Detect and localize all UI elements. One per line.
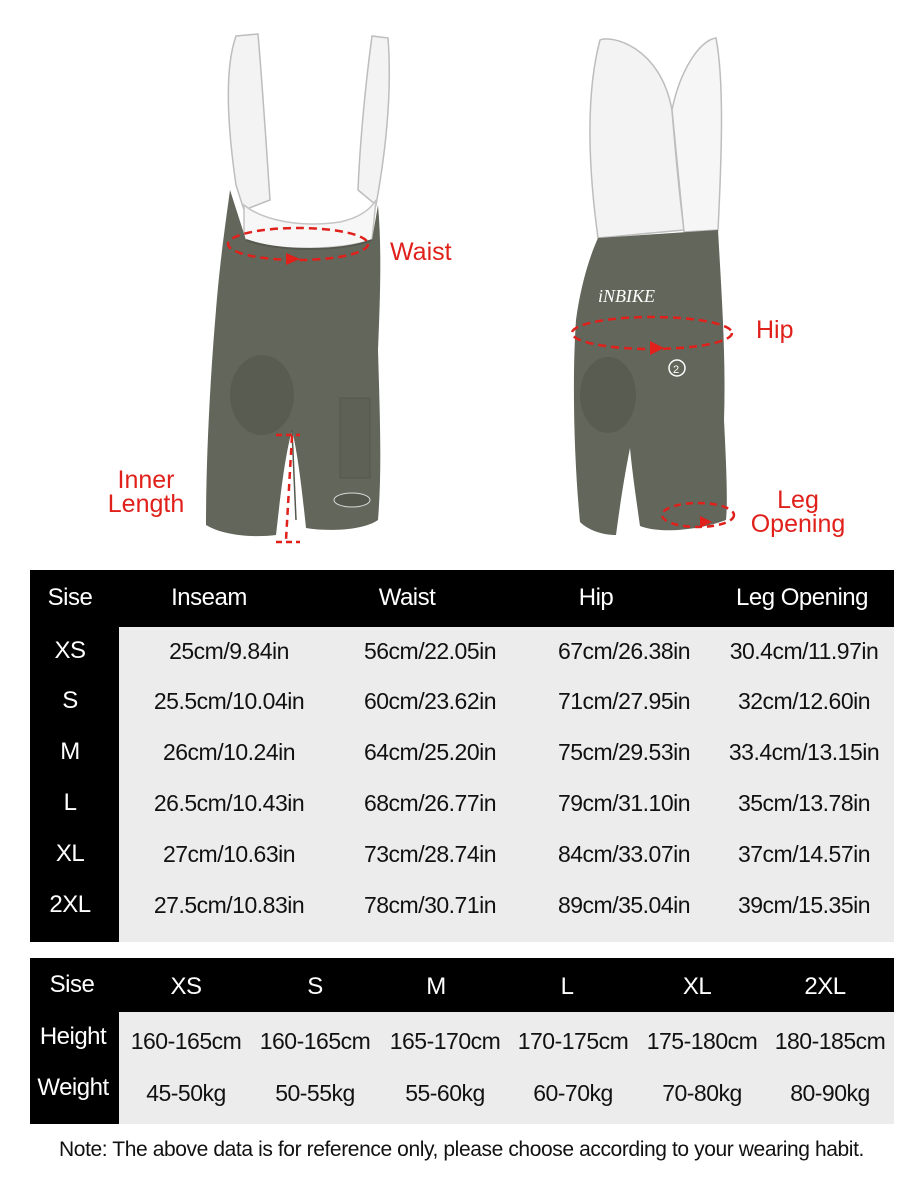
size-s-header: S xyxy=(307,973,323,1000)
svg-text:2: 2 xyxy=(673,364,680,376)
brand-logo: iNBIKE xyxy=(598,286,655,306)
table-row-size: M xyxy=(60,738,80,765)
waist-header: Waist xyxy=(378,583,436,611)
table-cell: 37cm/14.57in xyxy=(737,840,871,867)
table-cell: 64cm/25.20in xyxy=(363,738,497,765)
inner-length-line2: Length xyxy=(107,490,185,518)
waist-label: Waist xyxy=(390,238,452,266)
table-cell: 78cm/30.71in xyxy=(363,891,497,918)
size-m-header: M xyxy=(426,973,446,1000)
size-header: Sise xyxy=(49,971,95,998)
size-xs-header: XS xyxy=(170,973,202,1000)
weight-label: Weight xyxy=(37,1074,109,1101)
table-cell: 45-50kg xyxy=(146,1079,226,1106)
table-cell: 71cm/27.95in xyxy=(557,687,691,714)
front-bib-shorts xyxy=(206,34,389,542)
hip-header: Hip xyxy=(578,583,614,611)
leg-opening-label xyxy=(748,488,848,536)
table-cell: 70-80kg xyxy=(662,1079,742,1106)
back-bib-shorts xyxy=(572,38,734,535)
table-cell: 55-60kg xyxy=(405,1079,485,1106)
table-row-size: 2XL xyxy=(49,891,91,918)
table-cell: 39cm/15.35in xyxy=(737,891,871,918)
leg-opening-header: Leg Opening xyxy=(736,583,868,611)
hip-label: Hip xyxy=(756,316,794,344)
table-cell: 60-70kg xyxy=(533,1079,613,1106)
table-cell: 80-90kg xyxy=(790,1079,870,1106)
table-cell: 27cm/10.63in xyxy=(162,840,296,867)
size-2xl-header: 2XL xyxy=(804,973,846,1000)
table-cell: 25cm/9.84in xyxy=(169,637,289,664)
table-cell: 26cm/10.24in xyxy=(162,738,296,765)
size-measurement-table xyxy=(30,570,894,942)
table-cell: 160-165cm xyxy=(259,1027,371,1054)
inner-length-line1: Inner xyxy=(117,466,175,494)
table-cell: 68cm/26.77in xyxy=(363,789,497,816)
table-cell: 79cm/31.10in xyxy=(557,789,691,816)
table-cell: 56cm/22.05in xyxy=(363,637,497,664)
table-row-size: S xyxy=(62,687,78,714)
inner-length-label xyxy=(104,468,188,516)
table-cell: 75cm/29.53in xyxy=(557,738,691,765)
table-cell: 84cm/33.07in xyxy=(557,840,691,867)
table-cell: 160-165cm xyxy=(130,1027,242,1054)
fit-table-header xyxy=(30,958,894,1012)
table-cell: 67cm/26.38in xyxy=(557,637,691,664)
inseam-header: Inseam xyxy=(171,583,247,611)
table-cell: 175-180cm xyxy=(646,1027,758,1054)
table-cell: 25.5cm/10.04in xyxy=(153,687,305,714)
table-cell: 89cm/35.04in xyxy=(557,891,691,918)
size-header: Sise xyxy=(47,583,93,611)
table-cell: 50-55kg xyxy=(275,1079,355,1106)
table-row-size: XS xyxy=(54,637,86,664)
table-cell: 33.4cm/13.15in xyxy=(728,738,880,765)
table-cell: 73cm/28.74in xyxy=(363,840,497,867)
leg-opening-line1: Leg xyxy=(777,486,819,514)
size-table-header xyxy=(30,570,894,625)
size-l-header: L xyxy=(560,973,574,1000)
table-cell: 170-175cm xyxy=(517,1027,629,1054)
table-cell: 180-185cm xyxy=(774,1027,886,1054)
reference-note: Note: The above data is for reference only, please choose according to your wearing habit. xyxy=(59,1138,864,1161)
leg-opening-line2: Opening xyxy=(750,510,846,538)
table-row-size: XL xyxy=(55,840,85,867)
height-label: Height xyxy=(39,1023,107,1050)
table-cell: 60cm/23.62in xyxy=(363,687,497,714)
size-xl-header: XL xyxy=(682,973,712,1000)
table-row-size: L xyxy=(63,789,77,816)
table-cell: 26.5cm/10.43in xyxy=(153,789,305,816)
table-cell: 27.5cm/10.83in xyxy=(153,891,305,918)
height-weight-table xyxy=(30,958,894,1124)
table-cell: 165-170cm xyxy=(389,1027,501,1054)
table-cell: 32cm/12.60in xyxy=(737,687,871,714)
table-cell: 30.4cm/11.97in xyxy=(729,637,879,664)
table-cell: 35cm/13.78in xyxy=(737,789,871,816)
